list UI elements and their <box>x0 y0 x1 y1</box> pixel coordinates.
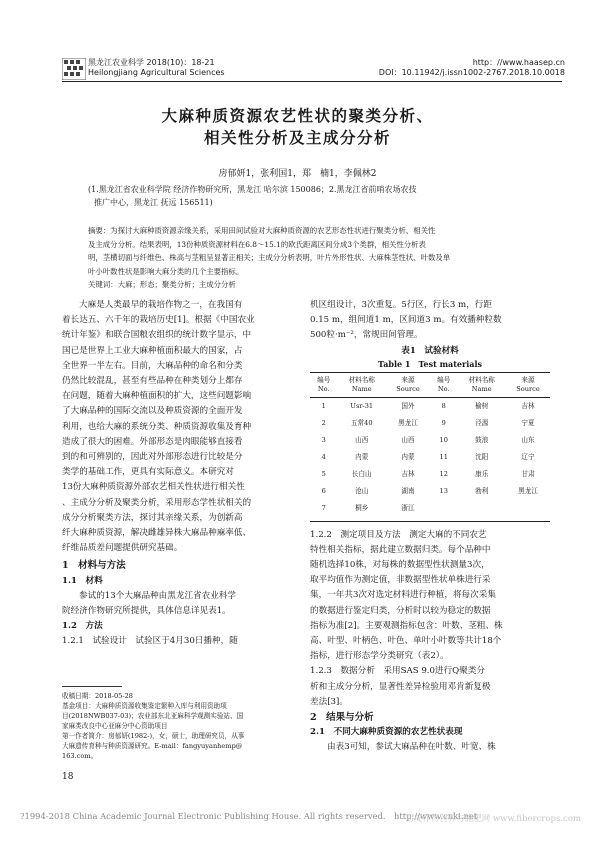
table-cell: 内蒙 <box>401 452 415 461</box>
intro-line: 13份大麻种质资源外部农艺相关性状进行相关性 <box>62 482 245 493</box>
table-cell: 山西 <box>401 435 415 444</box>
keywords: 关键词：大麻；形态；聚类分析；主成分分析 <box>88 280 236 289</box>
method-continued: 0.15 m，组间道1 m，区间道3 m。有效播种粒数 <box>310 315 502 326</box>
footnote-line: 第一作者简介：房郁妍(1982-)，女，硕士，助理研究员，从事 <box>62 732 245 740</box>
intro-line: 了大麻品种的国际交流以及种质资源的全面开发 <box>62 406 243 417</box>
section-1-2-2-line: 的数据进行鉴定归类，分析时以较为稳定的数据 <box>310 605 491 616</box>
section-1-2-2-line: 特性相关指标，据此建立数据归类。每个品种中 <box>310 544 491 555</box>
section-1-2-2 <box>310 528 550 665</box>
intro-line: 成分分析聚类方法，探讨其亲缘关系，为创新高 <box>62 512 243 523</box>
table-cell: 10 <box>439 435 448 444</box>
journal-header-right <box>379 58 565 78</box>
intro-line: 大麻是人类最早的栽培作物之一，在我国有 <box>79 300 243 310</box>
table-cell: 2 <box>321 418 326 427</box>
table-cell <box>430 504 457 522</box>
footnote-line: 家麻类改良中心亚麻分中心资助项目 <box>62 722 168 730</box>
intro-line: 纤维品质差问题提供研究基础。 <box>62 543 183 554</box>
table-title-en: Table 1 Test materials <box>378 358 482 369</box>
header-source: 来源 Source <box>396 375 420 393</box>
header-name: 材料名称 Name <box>468 375 495 393</box>
header-source: 来源 Source <box>516 375 540 393</box>
section-1-1-heading: 1.1 材料 <box>62 575 103 586</box>
section-1-2-1-text: 1.2.1 试验设计 试验区于4月30日播种，随 <box>62 636 238 647</box>
section-1-2-2-line: 1.2.2 测定项目及方法 测定大麻的不同农艺 <box>310 529 487 540</box>
table-cell: 山西 <box>355 435 369 444</box>
abstract-line: 明，茎横切面与纤维色、株高与茎粗呈显著正相关；主成分分析表明，叶片外形性状、大麻株茎性状、叶数及单 <box>88 253 451 262</box>
header-name: 材料名称 Name <box>348 375 375 393</box>
intro-line: 全世界一半左右。目前，大麻品种的命名和分类 <box>62 360 243 371</box>
affiliation-line2: 推广中心，黑龙江 抚远 156511) <box>94 198 213 207</box>
table-cell: 4 <box>321 452 326 461</box>
section-1-2-2-line: 随机选择10株，对每株的数据型性状测量3次， <box>310 560 490 571</box>
intro-line: 造成了很大的困难。外部形态是肉眼能够直接看 <box>62 436 243 447</box>
left-column <box>62 298 300 650</box>
table-cell: 山东 <box>521 435 535 444</box>
table-cell: 沧山 <box>355 486 369 495</box>
table-cell: 内蒙 <box>355 452 369 461</box>
table-cell: 泾源 <box>475 418 489 427</box>
section-1-1-text: 参试的13个大麻品种由黑龙江省农业科学 <box>79 590 237 601</box>
section-1-2-2-line: 高、叶型、叶柄色、叶色、单叶小叶数等共计18个 <box>310 636 502 647</box>
intro-line: 国已是世界上工业大麻种植面积最大的国家，占 <box>62 345 243 356</box>
section-2-1-heading: 2.1 不同大麻种质资源的农艺性状表现 <box>310 727 463 738</box>
footnote-line: 目(2018NWB037-03)；农业部东北亚麻科学观测实验站、国 <box>62 712 244 720</box>
section-2-heading: 2 结果与分析 <box>310 712 374 724</box>
authors: 房郁妍1，张利国1，郑 楠1，李佩林2 <box>218 169 377 179</box>
copyright-line: ?1994-2018 China Academic Journal Electronic Publishing House. All rights reserved. http://www.cnki.net <box>20 811 478 821</box>
table-cell: 湖南 <box>401 486 415 495</box>
table-cell: Usr-31 <box>350 401 374 410</box>
table-cell: 7 <box>321 503 326 512</box>
table-cell: 甘肃 <box>521 469 535 478</box>
abstract-line: 摘要：为探讨大麻种质资源亲缘关系，采用田间试验对大麻种质资源的农艺形态性状进行聚类分析、相关性 <box>88 226 436 235</box>
article-title-line1: 大麻种质资源农艺性状的聚类分析、 <box>161 106 434 125</box>
journal-name-cn: 黑龙江农业科学 2018(10)：18-21 <box>88 58 215 67</box>
table-cell: 浙江 <box>401 503 415 512</box>
intro-line: 利用，也给大麻的系统分类、种质资源收集及育种 <box>62 421 252 432</box>
table-cell: 5 <box>321 469 326 478</box>
table-cell: 6 <box>321 486 326 495</box>
table-row <box>310 436 550 453</box>
intro-line: 、主成分分析及聚类分析，采用形态学性状相关的 <box>62 497 252 508</box>
introduction <box>62 298 300 556</box>
table-row <box>310 504 550 522</box>
footnote-line: 163.com。 <box>62 752 98 760</box>
table-row <box>310 487 550 504</box>
table-cell: 13 <box>439 486 448 495</box>
table-cell: 黑龙江 <box>398 418 418 427</box>
watermark: 韧皮作物营养与施肥网 www.fibercrops.com <box>405 814 581 824</box>
abstract-line: 及主成分分析。结果表明，13份种质资源材料在6.8～15.1的欧氏距离区间分成3个类群，相关性分析表 <box>88 239 426 249</box>
article-title-line2: 相关性分析及主成分分析 <box>203 128 391 147</box>
table-cell <box>506 504 550 522</box>
doi: DOI：10.11942/j.issn1002-2767.2018.10.0018 <box>378 68 565 77</box>
section-1-2-2-line: 指标为准[2]。主要观测指标包含：叶数、茎粗、株 <box>310 620 503 631</box>
footnote <box>62 691 302 761</box>
intro-line: 纤大麻种质资源，解决雌雄异株大麻品种麻率低、 <box>62 528 252 539</box>
right-column <box>310 298 550 756</box>
page-number: 18 <box>62 772 74 782</box>
section-1-2-2-line: 指标，进行形态学分类研究（表2）。 <box>310 651 449 662</box>
intro-line: 统计年鉴》和联合国粮农组织的统计数字显示，中 <box>62 330 252 341</box>
table-cell <box>457 504 506 522</box>
table-cell: 国外 <box>401 401 415 410</box>
table-cell: 12 <box>439 469 448 478</box>
table-row <box>310 453 550 470</box>
abstract-line: 叶小叶数性状是影响大麻分类的几个主要指标。 <box>88 266 244 276</box>
section-1-2-heading: 1.2 方法 <box>62 621 103 632</box>
table-row <box>310 470 550 487</box>
section-1-2-3-line: 1.2.3 数据分析 采用SAS 9.0进行Q聚类分 <box>310 666 486 677</box>
table-cell: 勃利 <box>475 486 489 495</box>
materials-table <box>310 372 550 522</box>
journal-name-en: Heilongjiang Agricultural Sciences <box>88 68 225 77</box>
footnote-line: 基金项目：大麻种质资源收集鉴定繁种入库与利用资助项 <box>62 702 227 710</box>
table-cell: 辽宁 <box>521 452 535 461</box>
intro-line: 类学的基础工作，更具有实际意义。本研究对 <box>62 467 234 478</box>
table-cell: 8 <box>441 401 446 410</box>
section-2-1-text: 由表3可知，参试大麻品种在叶数、叶宽、株 <box>327 742 496 753</box>
section-1-heading: 1 材料与方法 <box>62 560 126 572</box>
table-cell: 榆树 <box>475 401 489 410</box>
method-continued: 机区组设计，3次重复。5行区，行长3 m，行距 <box>310 300 492 310</box>
journal-logo-icon <box>62 58 86 80</box>
method-continued: 500粒·m⁻²，常规田间管理。 <box>310 330 423 341</box>
table-cell: 长白山 <box>351 469 372 478</box>
abstract <box>88 224 528 292</box>
footnote-line: 收稿日期：2018-05-28 <box>62 692 133 700</box>
footnote-rule <box>62 686 122 687</box>
table-cell: 沈阳 <box>475 452 489 461</box>
table-cell: 11 <box>439 452 448 461</box>
affiliation <box>88 183 528 209</box>
table-cell: 1 <box>321 401 326 410</box>
section-1-2-3 <box>310 664 550 710</box>
section-1-2-3-line: 差法[3]。 <box>310 696 348 707</box>
section-1-2-2-line: 集，一年共3次对选定材料进行种植，将每次采集 <box>310 590 496 601</box>
intro-line: 仍然比较混乱，甚至有些品种在种类划分上都存 <box>62 376 243 387</box>
table-cell: 黑龙江 <box>518 486 538 495</box>
header-no: 编号 No. <box>317 375 331 393</box>
header-no: 编号 No. <box>437 375 451 393</box>
journal-url[interactable]: http：//www.haasep.cn <box>472 58 565 67</box>
table-cell: 桐乡 <box>355 503 369 512</box>
table-cell: 9 <box>441 418 446 427</box>
table-header-row <box>310 372 550 397</box>
header-rule <box>62 81 562 82</box>
table-cell: 宁夏 <box>521 418 535 427</box>
table-title-cn: 表1 试验材料 <box>401 345 459 356</box>
intro-line: 到的和可辨别的，因此对外部形态进行比较是分 <box>62 452 243 463</box>
section-1-2-3-line: 析和主成分分析，显著性差异检验用邓肯新复极 <box>310 681 491 692</box>
table-cell: 吉林 <box>521 401 535 410</box>
intro-line: 在问题，随着大麻种植面积的扩大，这些问题影响 <box>62 391 252 402</box>
table-cell: 3 <box>321 435 326 444</box>
intro-line: 着长达五、六千年的栽培历史[1]。根据《中国农业 <box>62 315 255 326</box>
table-cell: 吉林 <box>401 469 415 478</box>
table-cell: 鼓浪 <box>475 435 489 444</box>
footnote-line: 大麻遗传育种与种质资源研究。E-mail：fangyuyanhemp@ <box>62 742 243 750</box>
table-row <box>310 397 550 419</box>
section-1-2-2-line: 取平均值作为测定值，非数据型性状单株进行采 <box>310 575 491 586</box>
table-cell: 康乐 <box>475 469 489 478</box>
journal-header <box>88 58 225 78</box>
affiliation-line1: (1.黑龙江省农业科学院 经济作物研究所，黑龙江 哈尔滨 150086；2.黑龙江省前哨农场农技 <box>88 185 417 194</box>
table-body <box>310 397 550 521</box>
section-1-1-text: 院经济作物研究所提供，具体信息详见表1。 <box>62 606 231 617</box>
table-cell: 五常40 <box>350 418 373 427</box>
table-row <box>310 419 550 436</box>
